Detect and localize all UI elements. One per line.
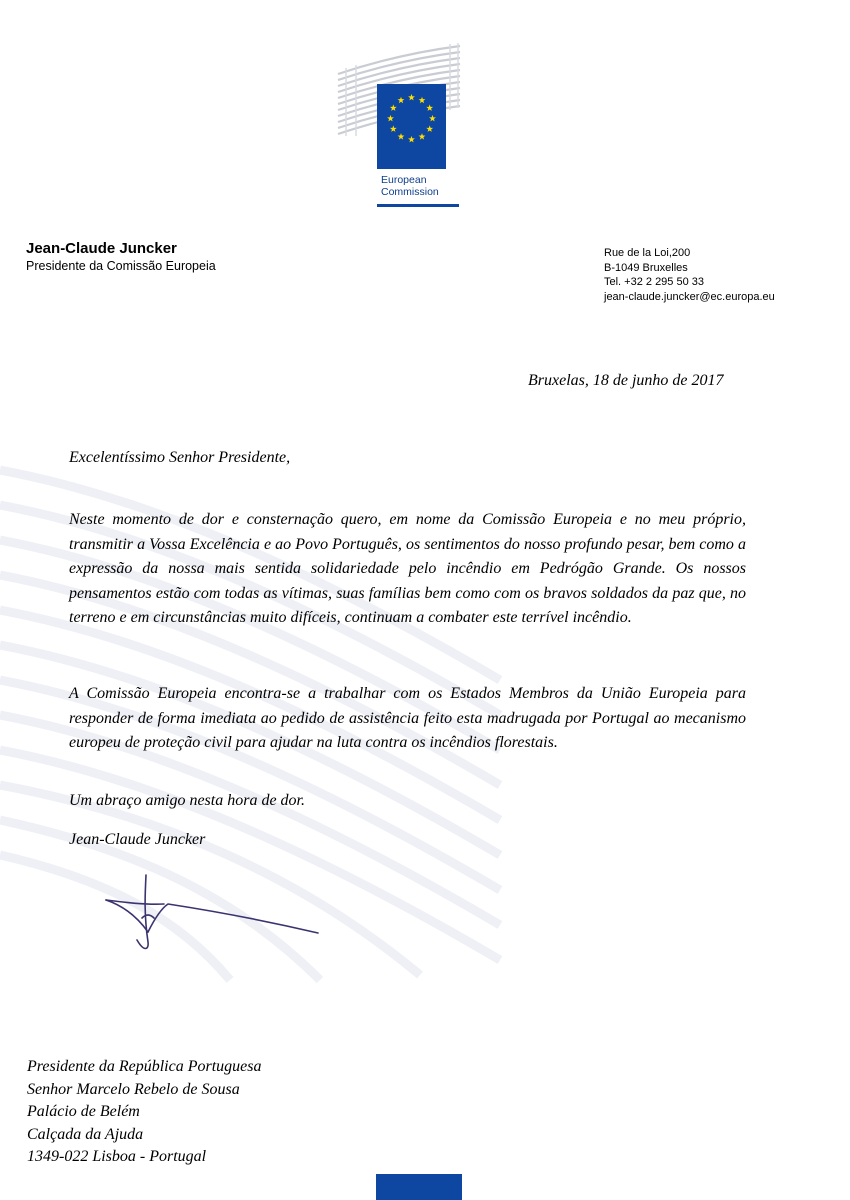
recipient-line-4: Calçada da Ajuda bbox=[27, 1125, 144, 1143]
signer-name: Jean-Claude Juncker bbox=[69, 831, 206, 848]
logo-underline bbox=[377, 204, 459, 207]
sender-block bbox=[26, 240, 216, 274]
recipient-line-2: Senhor Marcelo Rebelo de Sousa bbox=[27, 1080, 240, 1098]
sender-name: Jean-Claude Juncker bbox=[26, 240, 177, 257]
letter-salutation: Excelentíssimo Senhor Presidente, bbox=[69, 449, 291, 466]
european-commission-logo bbox=[334, 38, 464, 198]
sender-address bbox=[604, 246, 775, 304]
logo-line-1: European bbox=[381, 174, 427, 186]
eu-star-icon bbox=[426, 104, 433, 111]
recipient-line-3: Palácio de Belém bbox=[27, 1103, 140, 1120]
eu-star-icon bbox=[398, 97, 405, 104]
eu-star-icon bbox=[390, 125, 397, 132]
logo-line-2: Commission bbox=[381, 186, 439, 198]
eu-star-icon bbox=[426, 125, 433, 132]
eu-star-icon bbox=[390, 104, 397, 111]
address-phone: Tel. +32 2 295 50 33 bbox=[604, 276, 704, 288]
footer-accent-bar bbox=[376, 1174, 462, 1200]
address-city: B-1049 Bruxelles bbox=[604, 261, 688, 274]
eu-star-icon bbox=[419, 97, 426, 104]
letter-date: Bruxelas, 18 de junho de 2017 bbox=[528, 372, 724, 389]
handwritten-signature bbox=[104, 870, 324, 955]
eu-star-icon bbox=[398, 133, 405, 140]
letter-closing: Um abraço amigo nesta hora de dor. bbox=[69, 792, 305, 809]
logo-wordmark bbox=[381, 174, 471, 198]
eu-star-icon bbox=[419, 133, 426, 140]
address-email: jean-claude.juncker@ec.europa.eu bbox=[604, 290, 775, 303]
eu-stars-icon bbox=[381, 88, 442, 149]
sender-title: Presidente da Comissão Europeia bbox=[26, 259, 216, 273]
eu-star-icon bbox=[429, 115, 436, 122]
eu-star-icon bbox=[387, 115, 394, 122]
recipient-block bbox=[27, 1056, 261, 1169]
recipient-line-5: 1349-022 Lisboa - Portugal bbox=[27, 1148, 207, 1165]
letter-paragraph-2: A Comissão Europeia encontra-se a trabalhar com os Estados Membros da União Europeia para responder de forma imediata ao pedido de assistência feito esta madrugada por Portugal ao mecanismo europeu de proteção civil para ajudar na luta contra os incêndios florestais. bbox=[69, 685, 746, 751]
eu-flag bbox=[377, 84, 446, 169]
recipient-line-1: Presidente da República Portuguesa bbox=[27, 1058, 262, 1075]
eu-star-icon bbox=[408, 94, 415, 101]
address-street: Rue de la Loi,200 bbox=[604, 247, 691, 259]
eu-star-icon bbox=[408, 136, 415, 143]
letter-paragraph-1: Neste momento de dor e consternação quero, em nome da Comissão Europeia e no meu próprio, transmitir a Vossa Excelência e ao Povo Português, os sentimentos do nosso profundo pesar, bem como a expressão da nossa mais sentida solidariedade pelo incêndio em Pedrógão Grande. Os nossos pensamentos estão com todas as vítimas, suas famílias bem como com os bravos soldados da paz que, no terreno e em circunstâncias muito difíceis, continuam a combater este terrível incêndio. bbox=[69, 511, 746, 626]
